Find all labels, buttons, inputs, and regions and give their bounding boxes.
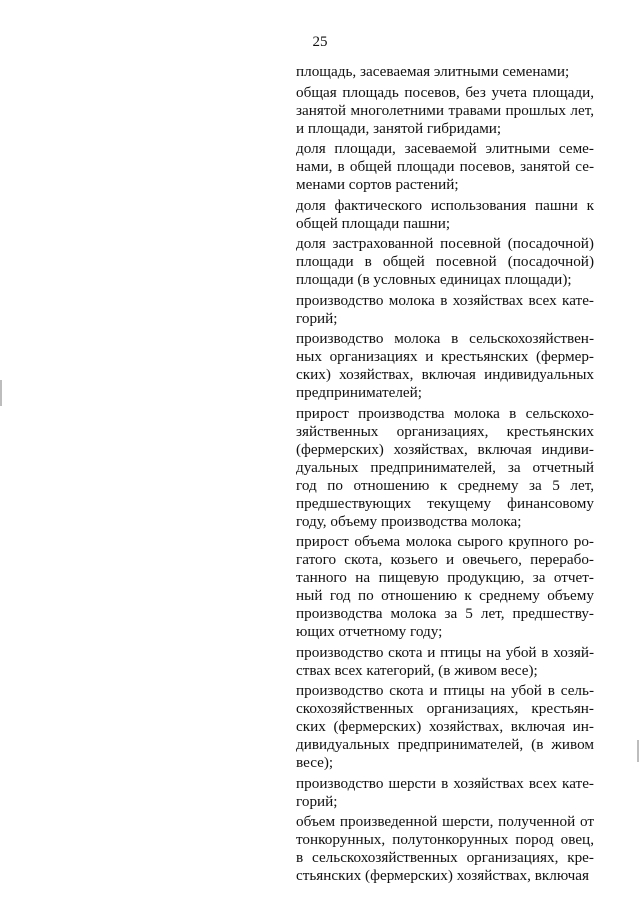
text-line: гатого скота, козьего и овечьего, перерабо- — [296, 551, 594, 568]
text-column — [296, 63, 594, 888]
text-line: производство скота и птицы на убой в хозяй- — [296, 643, 594, 661]
list-item — [296, 235, 594, 289]
text-line: доля застрахованной посевной (посадочной) — [296, 235, 594, 252]
text-line: производства молока за 5 лет, предшеству- — [296, 605, 594, 622]
text-line: ствах всех категорий, (в живом весе); — [296, 661, 538, 679]
text-line: год по отношению к среднему за 5 лет, — [296, 476, 594, 494]
list-item — [296, 292, 594, 328]
text-line: общая площадь посевов, без учета площади, — [296, 83, 594, 101]
text-line: весе); — [296, 754, 334, 771]
text-line: производство молока в хозяйствах всех кате- — [296, 291, 594, 309]
text-line: ских (фермерских) хозяйствах, включая ин- — [296, 718, 594, 735]
text-line: ющих отчетному году; — [296, 623, 443, 640]
list-item — [296, 813, 594, 885]
list-item — [296, 775, 594, 811]
text-line: нами, в общей площади посевов, занятой се- — [296, 158, 594, 175]
text-line: предшествующих текущему финансовому — [296, 494, 594, 512]
text-line: горий; — [296, 309, 338, 327]
list-item — [296, 682, 594, 772]
text-line: тонкорунных, полутонкорунных пород овец, — [296, 831, 594, 848]
text-line: доля фактического использования пашни к — [296, 196, 594, 214]
list-item — [296, 197, 594, 233]
text-line: зяйственных организациях, крестьянских — [296, 422, 594, 440]
text-line: площадь, засеваемая элитными семенами; — [296, 63, 570, 80]
text-line: прирост производства молока в сельскохо- — [296, 404, 594, 422]
list-item — [296, 533, 594, 641]
text-line: производство молока в сельскохозяйствен- — [296, 330, 594, 347]
text-line: скохозяйственных организациях, крестьян- — [296, 700, 594, 717]
text-line: стьянских (фермерских) хозяйствах, включая — [296, 867, 589, 884]
text-line: в сельскохозяйственных организациях, кре- — [296, 849, 594, 866]
text-line: прирост объема молока сырого крупного ро- — [296, 533, 594, 550]
text-line: общей площади пашни; — [296, 214, 451, 232]
text-line: производство шерсти в хозяйствах всех кате- — [296, 774, 594, 792]
list-item — [296, 63, 594, 81]
text-line: (фермерских) хозяйствах, включая индиви- — [296, 440, 594, 458]
list-item — [296, 405, 594, 531]
text-line: году, объему производства молока; — [296, 512, 522, 530]
text-line: ных организациях и крестьянских (фермер- — [296, 348, 594, 365]
list-item — [296, 140, 594, 194]
text-line: горий; — [296, 792, 338, 810]
text-line: занятой многолетними травами прошлых лет, — [296, 101, 594, 119]
text-line: и площади, занятой гибридами; — [296, 119, 502, 137]
page-number: 25 — [312, 34, 328, 50]
text-line: предпринимателей; — [296, 384, 422, 401]
list-item — [296, 84, 594, 138]
margin-mark — [0, 380, 2, 406]
list-item — [296, 330, 594, 402]
text-line: ный год по отношению к среднему объему — [296, 587, 594, 604]
text-line: танного на пищевую продукцию, за отчет- — [296, 569, 594, 586]
text-line: производство скота и птицы на убой в сель- — [296, 682, 594, 699]
text-line: ских) хозяйствах, включая индивидуальных — [296, 366, 594, 383]
edge-mark — [637, 740, 639, 762]
text-line: площади (в условных единицах площади); — [296, 271, 572, 288]
text-line: дуальных предпринимателей, за отчетный — [296, 458, 594, 476]
text-line: объем произведенной шерсти, полученной от — [296, 813, 594, 830]
list-item — [296, 644, 594, 680]
text-line: менами сортов растений; — [296, 176, 459, 193]
text-line: площади в общей посевной (посадочной) — [296, 253, 594, 270]
text-line: доля площади, засеваемой элитными семе- — [296, 140, 594, 157]
text-line: дивидуальных предпринимателей, (в живом — [296, 736, 594, 753]
